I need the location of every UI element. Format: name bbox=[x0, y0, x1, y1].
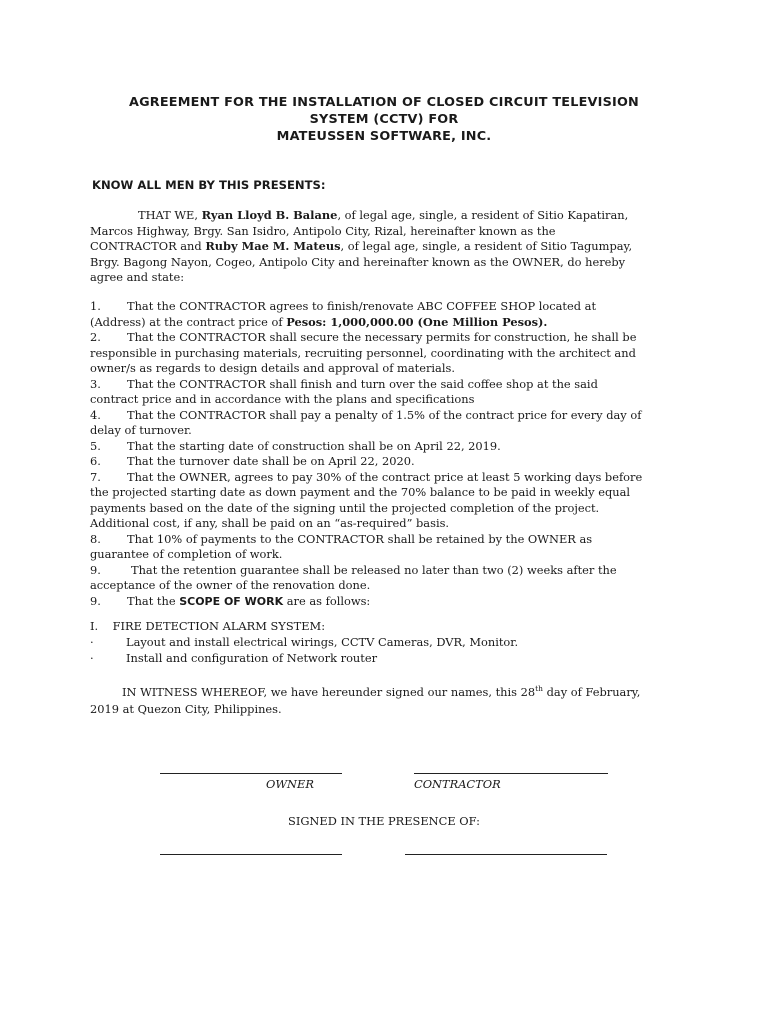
clauses-list bbox=[90, 299, 690, 609]
clause-text: the projected starting date as down payment and the 70% balance to be paid in weekly equal bbox=[90, 485, 631, 499]
title-line-3: MATEUSSEN SOFTWARE, INC. bbox=[276, 129, 492, 144]
clause-text: That the OWNER, agrees to pay 30% of the contract price at least 5 working days before bbox=[127, 469, 643, 484]
clause-text: payments based on the date of the signing until the projected completion of the project. bbox=[90, 500, 600, 515]
intro-text: , of legal age, single, a resident of Sitio Tagumpay, bbox=[340, 239, 633, 254]
witness-text: IN WITNESS WHEREOF, we have hereunder signed our names, this 28 bbox=[122, 685, 536, 699]
clause-number: 7. bbox=[90, 469, 101, 484]
clause-5 bbox=[90, 439, 690, 455]
clause-text: Additional cost, if any, shall be paid on an “as-required” basis. bbox=[90, 516, 450, 530]
intro-text: CONTRACTOR and bbox=[90, 239, 206, 254]
clause-text: That the CONTRACTOR shall finish and turn over the said coffee shop at the said bbox=[127, 376, 598, 391]
intro-paragraph bbox=[90, 208, 690, 286]
contractor-label: CONTRACTOR bbox=[414, 777, 501, 791]
clause-number: 9. bbox=[90, 593, 101, 608]
clause-text: That the turnover date shall be on April 22, 2020. bbox=[127, 454, 415, 468]
bullet-icon: · bbox=[90, 635, 94, 649]
clause-1-cont bbox=[90, 315, 690, 331]
contractor-signature-line bbox=[414, 773, 608, 774]
clause-number: 8. bbox=[90, 531, 101, 546]
clause-number: 3. bbox=[90, 376, 101, 391]
contract-price: Pesos: 1,000,000.00 (One Million Pesos). bbox=[286, 314, 548, 329]
clause-8 bbox=[90, 532, 690, 548]
clause-number: 4. bbox=[90, 407, 101, 422]
clause-text: delay of turnover. bbox=[90, 423, 192, 437]
scope-item-text: Install and configuration of Network router bbox=[126, 651, 378, 665]
scope-item-2 bbox=[90, 650, 518, 666]
owner-signature-line bbox=[160, 773, 342, 774]
clause-9a bbox=[90, 563, 690, 579]
intro-line: agree and state: bbox=[90, 270, 185, 285]
clause-text: That the retention guarantee shall be released no later than two (2) weeks after the bbox=[131, 562, 617, 577]
clause-text: acceptance of the owner of the renovation done. bbox=[90, 578, 371, 592]
clause-text: That the CONTRACTOR shall pay a penalty of 1.5% of the contract price for every day of bbox=[127, 407, 642, 422]
clause-text: That the starting date of construction shall be on April 22, 2019. bbox=[127, 438, 501, 453]
clause-number: 1. bbox=[90, 299, 101, 313]
opening-heading: KNOW ALL MEN BY THIS PRESENTS: bbox=[92, 178, 326, 192]
witness-paragraph bbox=[90, 684, 640, 718]
clause-4 bbox=[90, 408, 690, 424]
scope-item-text: Layout and install electrical wirings, CCTV Cameras, DVR, Monitor. bbox=[126, 635, 519, 649]
clause-text: owner/s as regards to design details and approval of materials. bbox=[90, 361, 455, 375]
clause-text: That the bbox=[127, 593, 180, 608]
witness-2-signature-line bbox=[405, 854, 607, 855]
witness-heading: SIGNED IN THE PRESENCE OF: bbox=[288, 814, 480, 828]
scope-heading: I. FIRE DETECTION ALARM SYSTEM: bbox=[90, 619, 326, 633]
bullet-icon: · bbox=[90, 651, 94, 665]
scope-section bbox=[90, 618, 518, 666]
clause-text: guarantee of completion of work. bbox=[90, 547, 283, 561]
scope-of-work-label: SCOPE OF WORK bbox=[179, 594, 284, 608]
clause-3 bbox=[90, 377, 690, 393]
owner-label: OWNER bbox=[266, 777, 314, 791]
title-line-2: SYSTEM (CCTV) FOR bbox=[309, 112, 459, 127]
witness-1-signature-line bbox=[160, 854, 342, 855]
clause-text: are as follows: bbox=[283, 593, 371, 608]
ordinal-suffix: th bbox=[535, 684, 543, 693]
clause-text: That the CONTRACTOR agrees to finish/renovate ABC COFFEE SHOP located at bbox=[127, 299, 597, 313]
clause-number: 2. bbox=[90, 330, 101, 344]
intro-line: Brgy. Bagong Nayon, Cogeo, Antipolo City and hereinafter known as the OWNER, do hereby bbox=[90, 254, 626, 269]
clause-number: 6. bbox=[90, 454, 101, 468]
clause-9b bbox=[90, 594, 690, 610]
clause-number: 9. bbox=[90, 562, 101, 577]
witness-text: day of February, bbox=[543, 685, 641, 699]
clause-text: responsible in purchasing materials, recruiting personnel, coordinating with the architect and bbox=[90, 345, 636, 360]
clause-2 bbox=[90, 330, 690, 346]
document-title bbox=[60, 94, 708, 145]
title-line-1: AGREEMENT FOR THE INSTALLATION OF CLOSED CIRCUIT TELEVISION bbox=[129, 95, 639, 110]
intro-text: THAT WE, bbox=[138, 208, 202, 222]
clause-6 bbox=[90, 454, 690, 470]
witness-text: 2019 at Quezon City, Philippines. bbox=[90, 702, 282, 716]
clause-text: That the CONTRACTOR shall secure the necessary permits for construction, he shall be bbox=[127, 330, 637, 344]
contractor-name: Ryan Lloyd B. Balane bbox=[201, 208, 338, 222]
clause-text: (Address) at the contract price of bbox=[90, 314, 287, 329]
intro-line: Marcos Highway, Brgy. San Isidro, Antipolo City, Rizal, hereinafter known as the bbox=[90, 223, 556, 238]
scope-item-1 bbox=[90, 634, 518, 650]
owner-name: Ruby Mae M. Mateus bbox=[205, 239, 341, 254]
clause-1 bbox=[90, 299, 690, 315]
clause-text: contract price and in accordance with the plans and specifications bbox=[90, 392, 475, 406]
intro-text: , of legal age, single, a resident of Sitio Kapatiran, bbox=[337, 208, 629, 222]
clause-7 bbox=[90, 470, 690, 486]
clause-number: 5. bbox=[90, 438, 101, 453]
clause-text: That 10% of payments to the CONTRACTOR shall be retained by the OWNER as bbox=[127, 531, 593, 546]
